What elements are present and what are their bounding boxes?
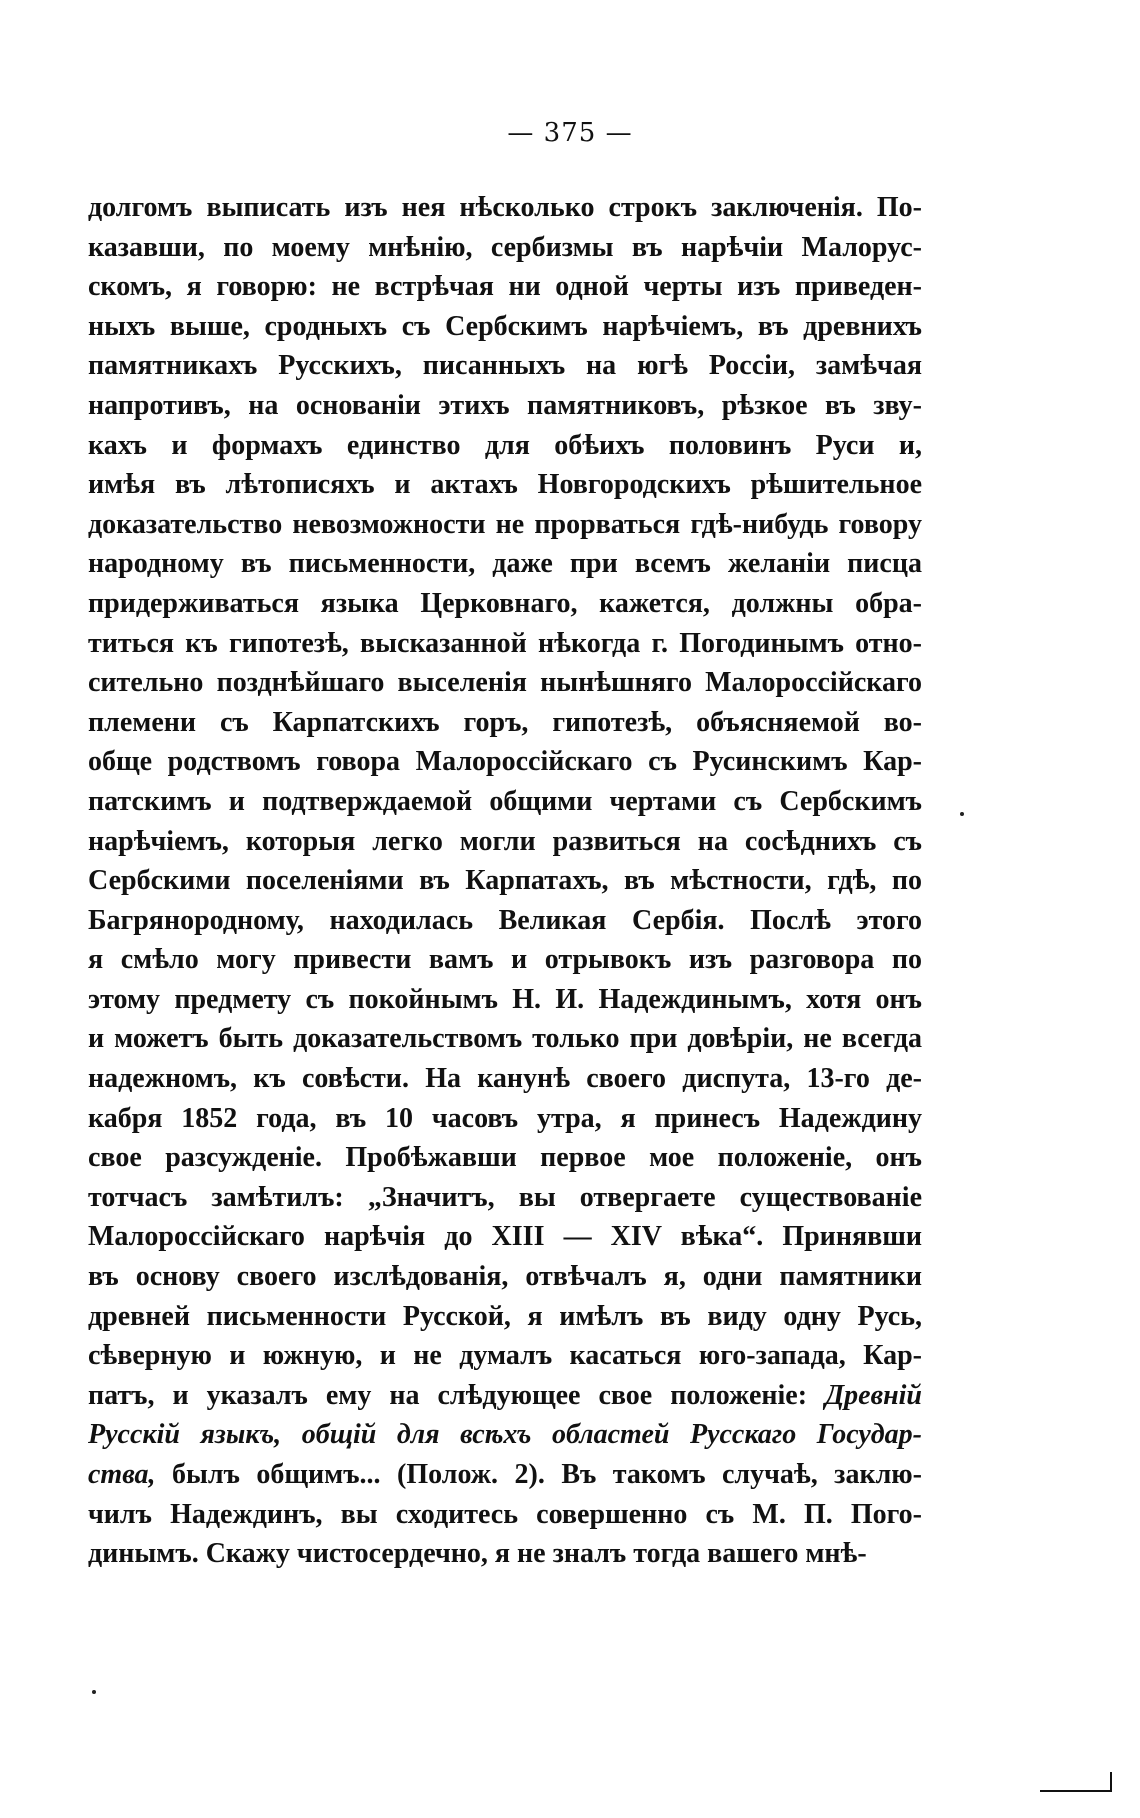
text-segment: придерживаться языка Церковнаго, кажется, должны обра- [88,587,922,619]
text-segment: я смѣло могу привести вамъ и отрывокъ изъ разговора по [88,944,922,976]
text-segment: казавши, по моему мнѣнію, сербизмы въ нарѣчіи Малорус- [88,231,922,263]
text-line [88,228,922,268]
text-line [88,1297,922,1337]
text-line [88,1376,922,1416]
text-line [88,901,922,941]
page-number: — 375 — [507,118,633,148]
text-line [88,426,922,466]
text-line [88,742,922,782]
text-line [88,544,922,584]
text-line [88,1178,922,1218]
text-segment: скомъ, я говорю: не встрѣчая ни одной черты изъ приведен- [88,271,922,303]
italic-text-segment: Древній [825,1379,922,1411]
text-segment: древней письменности Русской, я имѣлъ въ виду одну Русь, [88,1300,922,1332]
text-segment: Малороссійскаго нарѣчія до XIII — XIV вѣка“. Принявши [88,1221,922,1253]
text-line [88,584,922,624]
text-segment: сѣверную и южную, и не думалъ касаться юго-запада, Кар- [88,1340,922,1372]
scan-speck [960,812,964,816]
text-segment: народному въ письменности, даже при всемъ желаніи писца [88,548,922,580]
text-segment: нарѣчіемъ, которыя легко могли развиться на сосѣднихъ съ [88,825,922,857]
text-segment: имѣя въ лѣтописяхъ и актахъ Новгородскихъ рѣшительное [88,469,922,501]
text-line [88,663,922,703]
text-segment: патъ, и указалъ ему на слѣдующее свое положеніе: [88,1379,826,1411]
text-segment: надежномъ, къ совѣсти. На канунѣ своего диспута, 13-го де- [88,1063,922,1095]
text-segment: долгомъ выписать изъ нея нѣсколько строкъ заключенія. По- [88,192,922,223]
text-line [88,1534,922,1574]
text-line [88,267,922,307]
body-text [88,188,922,1574]
text-segment: доказательство невозможности не прорваться гдѣ-нибудь говору [88,508,922,540]
text-line [88,346,922,386]
text-line [88,1455,922,1495]
text-line [88,1257,922,1297]
text-line [88,505,922,545]
italic-text-segment: ства, [88,1459,156,1490]
text-line [88,624,922,664]
text-segment: тотчасъ замѣтилъ: „Значитъ, вы отвергаете существованіе [88,1181,922,1213]
page-corner-mark [1040,1772,1112,1792]
text-line [88,861,922,901]
text-line [88,940,922,980]
text-line [88,1138,922,1178]
text-segment: кахъ и формахъ единство для обѣихъ половинъ Руси и, [88,429,922,461]
text-line [88,703,922,743]
text-line [88,188,922,228]
text-segment: Сербскими поселеніями въ Карпатахъ, въ мѣстности, гдѣ, по [88,865,922,897]
text-segment: былъ общимъ... (Полож. 2). Въ такомъ случаѣ, заклю- [155,1459,922,1490]
text-line [88,1019,922,1059]
italic-text-segment: Русскій языкъ, общій для всѣхъ областей Русскаго Государ- [88,1419,922,1451]
text-line [88,465,922,505]
text-line [88,980,922,1020]
text-segment: обще родствомъ говора Малороссійскаго съ Русинскимъ Кар- [88,746,922,778]
text-segment: кабря 1852 года, въ 10 часовъ утра, я принесъ Надеждину [88,1102,922,1134]
text-segment: и можетъ быть доказательствомъ только при довѣріи, не всегда [88,1023,922,1055]
text-segment: свое разсужденіе. Пробѣжавши первое мое положеніе, онъ [88,1142,922,1174]
text-segment: чилъ Надеждинъ, вы сходитесь совершенно съ М. П. Пого- [88,1498,922,1530]
text-line [88,307,922,347]
text-segment: Багрянородному, находилась Великая Сербія. Послѣ этого [88,904,922,936]
text-line [88,1495,922,1535]
text-segment: патскимъ и подтверждаемой общими чертами съ Сербскимъ [88,785,922,817]
text-line [88,1336,922,1376]
text-segment: титься къ гипотезѣ, высказанной нѣкогда г. Погодинымъ отно- [88,627,922,659]
text-line [88,1217,922,1257]
text-segment: сительно позднѣйшаго выселенія нынѣшняго Малороссійскаго [88,667,922,699]
text-line [88,1059,922,1099]
text-line [88,1415,922,1455]
text-segment: племени съ Карпатскихъ горъ, гипотезѣ, объясняемой во- [88,706,922,738]
scan-speck [92,1690,96,1694]
text-segment: въ основу своего изслѣдованія, отвѣчалъ я, одни памятники [88,1261,922,1293]
text-line [88,386,922,426]
text-segment: напротивъ, на основаніи этихъ памятниковъ, рѣзкое въ зву- [88,389,922,421]
text-segment: памятникахъ Русскихъ, писанныхъ на югѣ Россіи, замѣчая [88,350,922,382]
text-line [88,782,922,822]
text-segment: ныхъ выше, сродныхъ съ Сербскимъ нарѣчіемъ, въ древнихъ [88,310,922,342]
text-line [88,822,922,862]
text-segment: динымъ. Скажу чистосердечно, я не зналъ тогда вашего мнѣ- [88,1538,867,1570]
text-line [88,1099,922,1139]
text-segment: этому предмету съ покойнымъ Н. И. Надеждинымъ, хотя онъ [88,983,922,1015]
